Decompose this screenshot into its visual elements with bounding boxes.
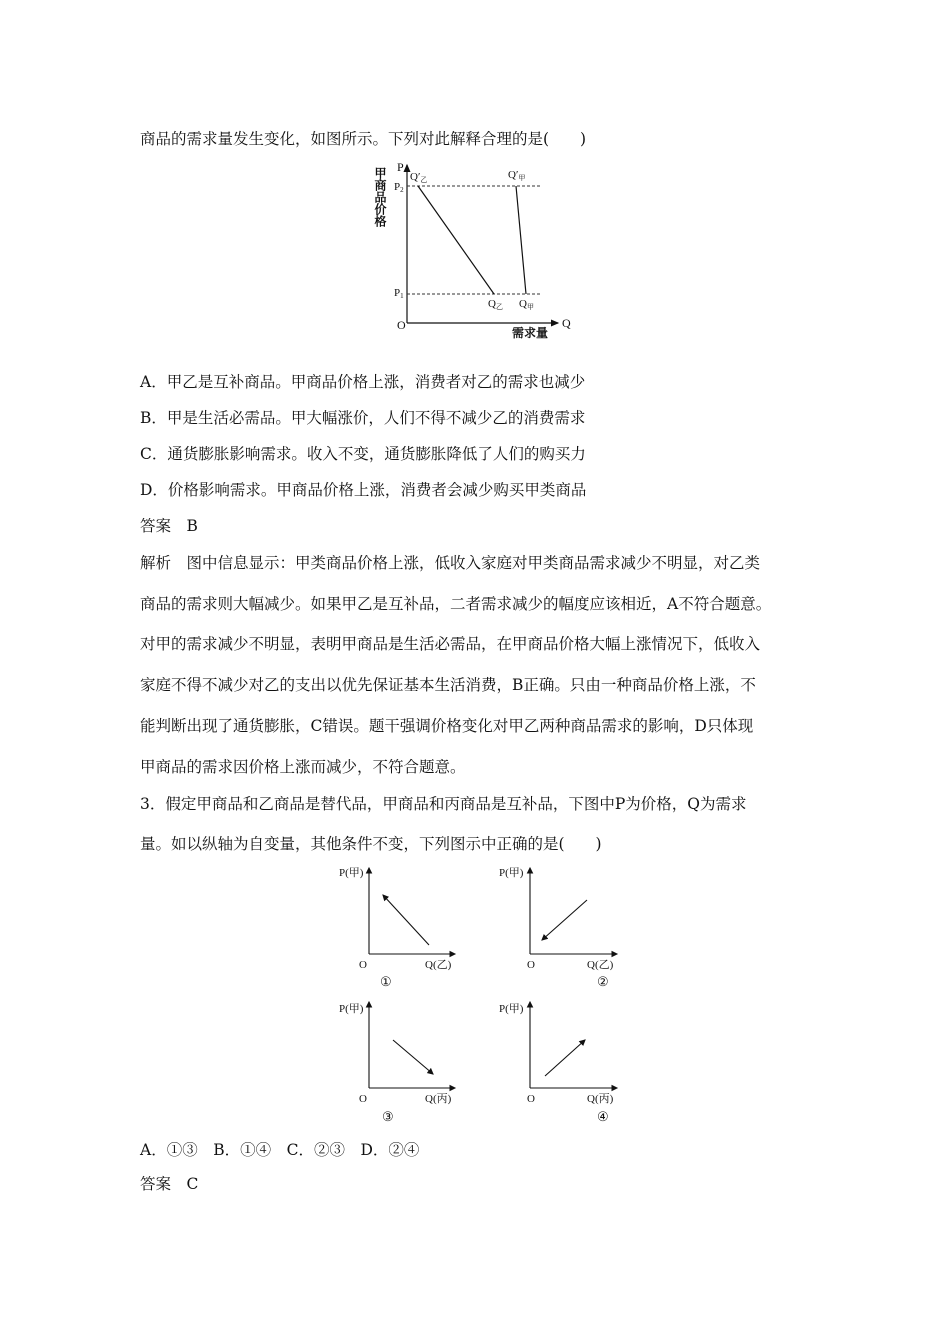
y-axis-label: 甲商品价格 bbox=[373, 167, 387, 227]
q2-analysis-line: 甲商品的需求因价格上涨而减少，不符合题意。 bbox=[140, 758, 466, 776]
q2-demand-chart bbox=[360, 155, 590, 345]
graph-x-label: Q(乙) bbox=[587, 959, 614, 971]
graph-x-label: Q(丙) bbox=[587, 1093, 614, 1105]
q-axis-letter: Q bbox=[562, 316, 571, 330]
q2-analysis-line: 对甲的需求减少不明显，表明甲商品是生活必需品，在甲商品价格大幅上涨情况下，低收入 bbox=[140, 635, 761, 653]
q2-option-a: A．甲乙是互补商品。甲商品价格上涨，消费者对乙的需求也减少 bbox=[140, 373, 586, 391]
graph-number: ① bbox=[380, 974, 392, 989]
graph-origin: O bbox=[527, 1093, 535, 1105]
graph-y-label: P(甲) bbox=[499, 867, 524, 879]
graph-arrow-line bbox=[542, 900, 587, 940]
q3-graph-2 bbox=[487, 862, 627, 992]
q2-analysis-line: 家庭不得不减少对乙的支出以优先保证基本生活消费，B正确。只由一种商品价格上涨，不 bbox=[140, 676, 756, 694]
graph-origin: O bbox=[527, 959, 535, 971]
q2-demand-figure bbox=[360, 155, 590, 345]
label-q-jia: Q甲 bbox=[519, 298, 534, 311]
label-q-yi: Q乙 bbox=[488, 298, 503, 311]
graph-arrow-line bbox=[383, 895, 429, 945]
q2-analysis-line: 能判断出现了通货膨胀，C错误。题干强调价格变化对甲乙两种商品需求的影响，D只体现 bbox=[140, 717, 754, 735]
q3-graph-4 bbox=[487, 996, 627, 1126]
graph-number: ④ bbox=[597, 1109, 609, 1124]
graph-x-label: Q(乙) bbox=[425, 959, 452, 971]
q2-option-d: D．价格影响需求。甲商品价格上涨，消费者会减少购买甲类商品 bbox=[140, 481, 587, 499]
graph-number: ② bbox=[597, 974, 609, 989]
graph-arrow-line bbox=[545, 1040, 585, 1076]
q3-options: A．①③ B．①④ C．②③ D．②④ bbox=[140, 1141, 420, 1159]
p1-label: P1 bbox=[394, 287, 404, 300]
p2-label: P2 bbox=[394, 181, 404, 194]
label-q-yi-prime: Q′乙 bbox=[410, 171, 428, 184]
graph-y-label: P(甲) bbox=[339, 1003, 364, 1015]
graph-y-label: P(甲) bbox=[499, 1003, 524, 1015]
q2-answer: 答案 B bbox=[140, 517, 198, 535]
q3-stem: 量。如以纵轴为自变量，其他条件不变，下列图示中正确的是( ) bbox=[140, 835, 602, 853]
p-axis-letter: P bbox=[397, 160, 404, 174]
q3-answer: 答案 C bbox=[140, 1175, 199, 1193]
demand-line-jia bbox=[516, 186, 526, 294]
graph-origin: O bbox=[359, 959, 367, 971]
q2-option-b: B．甲是生活必需品。甲大幅涨价，人们不得不减少乙的消费需求 bbox=[140, 409, 586, 427]
q3-stem: 3．假定甲商品和乙商品是替代品，甲商品和丙商品是互补品，下图中P为价格，Q为需求 bbox=[140, 795, 747, 813]
q3-graph-1 bbox=[325, 862, 465, 992]
q2-analysis-line: 商品的需求则大幅减少。如果甲乙是互补品，二者需求减少的幅度应该相近，A不符合题意。 bbox=[140, 595, 772, 613]
demand-line-yi bbox=[418, 186, 494, 294]
q2-stem: 商品的需求量发生变化，如图所示。下列对此解释合理的是( ) bbox=[140, 130, 587, 148]
q2-analysis-line: 解析 图中信息显示：甲类商品价格上涨，低收入家庭对甲类商品需求减少不明显，对乙类 bbox=[140, 554, 761, 572]
origin-label: O bbox=[397, 318, 406, 332]
x-axis-label: 需求量 bbox=[512, 326, 549, 340]
graph-origin: O bbox=[359, 1093, 367, 1105]
graph-x-label: Q(丙) bbox=[425, 1093, 452, 1105]
graph-y-label: P(甲) bbox=[339, 867, 364, 879]
graph-number: ③ bbox=[382, 1109, 394, 1124]
label-q-jia-prime: Q′甲 bbox=[508, 169, 526, 182]
graph-arrow-line bbox=[393, 1040, 433, 1074]
q3-graph-3 bbox=[325, 996, 465, 1126]
q2-option-c: C．通货膨胀影响需求。收入不变，通货膨胀降低了人们的购买力 bbox=[140, 445, 586, 463]
